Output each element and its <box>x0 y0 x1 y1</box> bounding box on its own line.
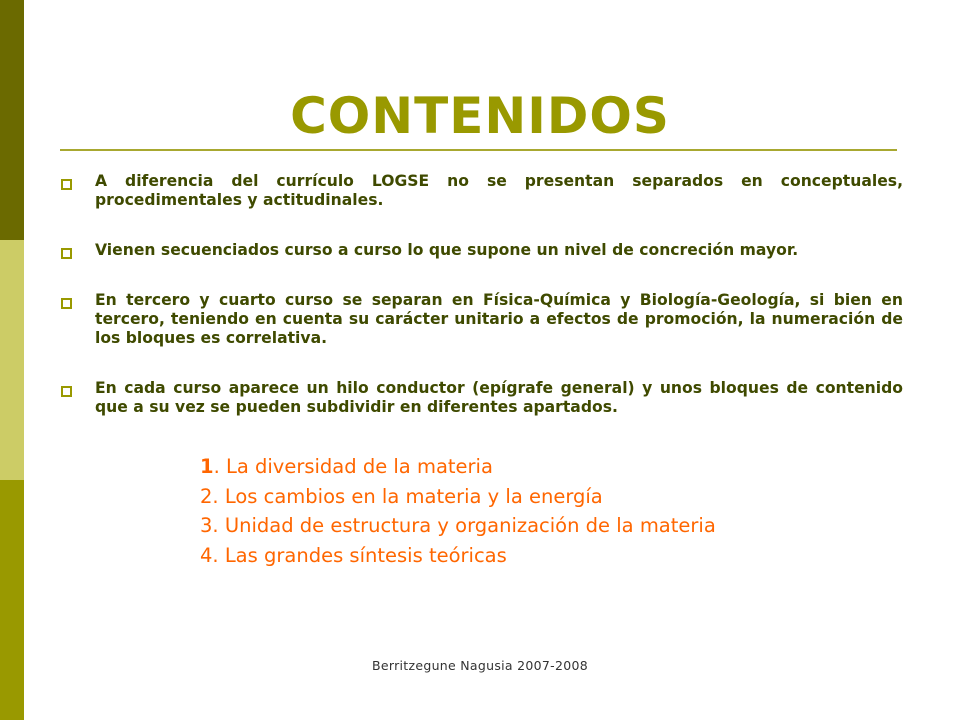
sidebar-segment-top <box>0 0 24 240</box>
bullet-text: Vienen secuenciados curso a curso lo que supone un nivel de concreción mayor. <box>95 241 799 259</box>
content-blocks-list <box>200 452 716 570</box>
square-bullet-icon <box>61 179 72 190</box>
content-block-item <box>200 452 716 482</box>
square-bullet-icon <box>61 248 72 259</box>
bullet-text: A diferencia del currículo LOGSE no se presentan separados en conceptuales, procedimentales y actitudinales. <box>95 172 903 209</box>
bullet-item <box>60 172 903 210</box>
sidebar-segment-middle <box>0 240 24 480</box>
bullet-text: En tercero y cuarto curso se separan en Física-Química y Biología-Geología, si bien en tercero, teniendo en cuenta su carácter unitario a efectos de promoción, la numeración de los bloques es correlativa. <box>95 291 903 347</box>
content-block-item <box>200 541 716 571</box>
sidebar-segment-bottom <box>0 480 24 720</box>
content-block-item <box>200 511 716 541</box>
bullet-text: En cada curso aparece un hilo conductor (epígrafe general) y unos bloques de contenido que a su vez se pueden subdividir en diferentes apartados. <box>95 379 903 416</box>
square-bullet-icon <box>61 298 72 309</box>
bullet-item <box>60 379 903 417</box>
block-label: . Las grandes síntesis teóricas <box>212 543 507 567</box>
block-label: . Unidad de estructura y organización de la materia <box>212 514 716 537</box>
block-label: . La diversidad de la materia <box>213 455 493 478</box>
block-label: . Los cambios en la materia y la energía <box>212 484 603 508</box>
bullet-item <box>60 241 903 260</box>
slide-footer: Berritzegune Nagusia 2007-2008 <box>371 658 588 673</box>
block-number: 3 <box>200 514 213 537</box>
title-divider <box>60 149 897 151</box>
bullet-list <box>60 172 903 448</box>
sidebar-decoration <box>0 0 24 720</box>
slide-title: CONTENIDOS <box>290 87 670 145</box>
block-number: 2 <box>200 484 213 508</box>
block-number: 4 <box>200 543 213 567</box>
block-number: 1 <box>200 455 214 478</box>
bullet-item <box>60 291 903 348</box>
square-bullet-icon <box>61 386 72 397</box>
content-block-item <box>200 482 716 512</box>
